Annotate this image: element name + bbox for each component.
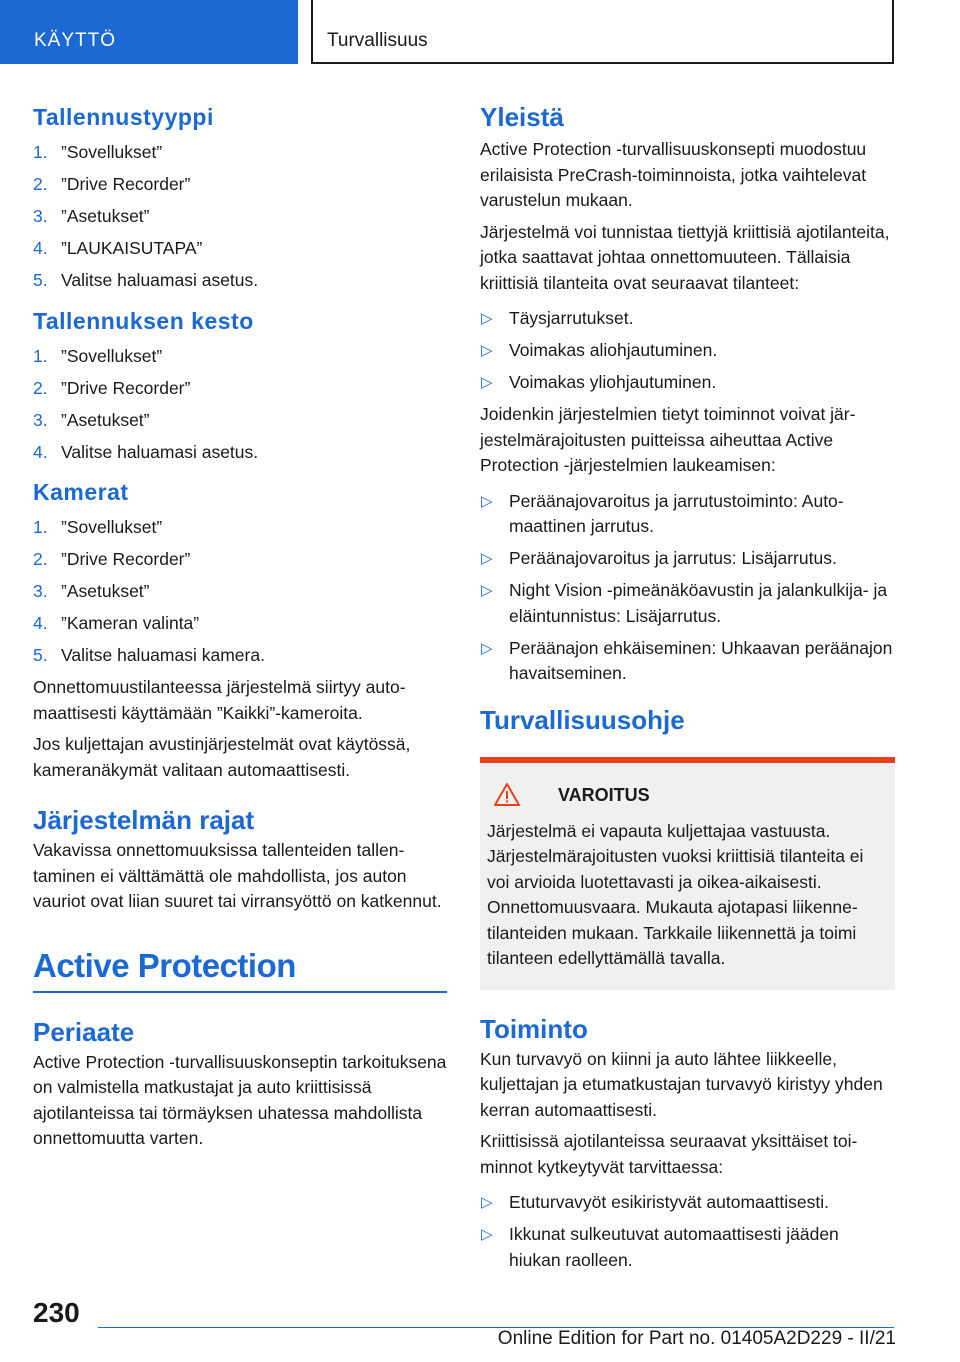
steps-tallennustyyppi — [33, 140, 447, 294]
list-item: 1. ”Sovellukset” — [33, 517, 163, 537]
page-number: 230 — [33, 1297, 80, 1328]
list-item: 4. Valitse haluamasi asetus. — [33, 441, 259, 462]
header-chapter-label: Turvallisuus — [327, 30, 428, 51]
list-item: 5. Valitse haluamasi kamera. — [33, 645, 265, 665]
bullet-triangle-icon: ▷ — [481, 1194, 493, 1211]
list-item: ▷ Täysjarrutukset. — [480, 306, 895, 332]
list-item: 3. ”Asetukset” — [33, 581, 150, 601]
paragraph: Kriittisissä ajotilanteissa seuraavat yksittäiset toiminnot kytkeytyvät tarvittaessa: — [480, 1131, 858, 1177]
warning-box — [480, 757, 895, 990]
chapter-title: Active Protection — [33, 946, 296, 984]
bullet-triangle-icon: ▷ — [481, 310, 493, 327]
heading-kamerat: Kamerat — [33, 479, 129, 505]
list-item: ▷ Peräänajovaroitus ja jarrutus: Lisäjarrutus. — [480, 546, 895, 572]
steps-kesto — [33, 344, 447, 466]
paragraph: Järjestelmä voi tunnistaa tiettyjä kriittisiä ajotilanteita, jotka saattavat johtaa onnettomuuteen. Tällaisia kriittisiä tilanteita ovat seuraavat tilanteet: — [480, 221, 890, 293]
paragraph: Vakavissa onnettomuuksissa tallenteiden tallentaminen ei välttämättä ole mahdollista, jos auton vauriot ovat liian suuret tai virransyöttö on katkennut. — [33, 840, 442, 911]
paragraph: Active Protection -turvallisuuskonsepti muodostuu erilaisista PreCrash-toiminnoista, jotka vaihtelevat varustelun mukaan. — [480, 139, 867, 210]
list-item: 2. ”Drive Recorder” — [33, 549, 191, 569]
list-item: 4. ”LAUKAISUTAPA” — [33, 238, 203, 258]
list-item: 2. ”Drive Recorder” — [33, 174, 191, 194]
list-item: ▷ Peräänajovaroitus ja jarrutustoiminto: Automaattinen jarrutus. — [481, 490, 844, 536]
right-column — [480, 100, 895, 1280]
list-item: 4. ”Kameran valinta” — [33, 613, 200, 633]
bullet-triangle-icon: ▷ — [481, 550, 493, 567]
bullet-triangle-icon: ▷ — [481, 639, 493, 657]
bullet-triangle-icon: ▷ — [481, 492, 493, 510]
paragraph: Kun turvavyö on kiinni ja auto lähtee liikkeelle, kuljettajan ja etumatkustajan turvavyö kiristyy yhden kerran automaattisesti. — [480, 1048, 883, 1120]
list-triggering-functions — [480, 489, 895, 687]
heading-turvallisuusohje: Turvallisuusohje — [480, 704, 685, 735]
list-item: ▷ Voimakas aliohjautuminen. — [480, 338, 895, 364]
heading-jarjestelman-rajat: Järjestelmän rajat — [33, 805, 255, 835]
list-item: ▷ Etuturvavyöt esikiristyvät automaattisesti. — [480, 1190, 895, 1216]
list-item: 3. ”Asetukset” — [33, 206, 150, 226]
paragraph: Onnettomuustilanteessa järjestelmä siirtyy automaattisesti käyttämään ”Kaikki”-kameroita. — [33, 677, 406, 723]
list-functions — [480, 1190, 895, 1273]
list-item: 5. Valitse haluamasi asetus. — [33, 270, 259, 290]
header-section-tab — [0, 0, 298, 64]
heading-yleista: Yleistä — [480, 102, 564, 132]
list-item: ▷ Ikkunat sulkeutuvat automaattisesti jääden hiukan raolleen. — [481, 1224, 839, 1270]
list-item: ▷ Voimakas yliohjautuminen. — [480, 370, 895, 396]
paragraph: Active Protection -turvallisuuskonseptin tarkoituksena on valmistella matkustajat ja auto kriittisissä ajotilanteissa tai törmäyksen uhatessa mahdollista onnettomuutta varten. — [33, 1051, 447, 1148]
list-item: ▷ Night Vision -pimeänäköavustin ja jalankulkija- ja eläintunnistus: Lisäjarrutus. — [481, 580, 888, 626]
heading-toiminto: Toiminto — [480, 1013, 588, 1044]
footer-edition-text: Online Edition for Part no. 01405A2D229 - II/21 — [497, 1328, 896, 1349]
heading-tallennustyyppi: Tallennustyyppi — [33, 104, 214, 130]
list-item: 2. ”Drive Recorder” — [33, 377, 191, 398]
warning-text: Järjestelmä ei vapauta kuljettajaa vastuusta. Järjestelmärajoitusten vuoksi kriittisiä tilanteita ei voi arvioida luotettavasti ja oikea-aikaisesti. Onnettomuusvaara. Mukauta ajotapasi liikennetilanteiden mukaan. Tarkkaile liikennettä ja toimi tilanteen edellyttämällä tavalla. — [487, 820, 864, 968]
bullet-triangle-icon: ▷ — [481, 342, 493, 359]
header-chapter-tab — [311, 0, 894, 64]
warning-label: VAROITUS — [558, 784, 650, 805]
list-critical-situations — [480, 306, 895, 396]
bullet-triangle-icon: ▷ — [481, 582, 493, 599]
header-section-label: KÄYTTÖ — [34, 30, 117, 51]
heading-tallennuksen-kesto: Tallennuksen kesto — [33, 307, 254, 334]
chapter-divider — [33, 991, 447, 993]
left-column — [33, 100, 447, 1152]
list-item: ▷ Peräänajon ehkäiseminen: Uhkaavan peräänajon havaitseminen. — [481, 637, 893, 683]
heading-periaate: Periaate — [33, 1016, 135, 1047]
list-item: 3. ”Asetukset” — [33, 409, 150, 430]
bullet-triangle-icon: ▷ — [481, 374, 493, 391]
bullet-triangle-icon: ▷ — [481, 1226, 493, 1243]
paragraph: Joidenkin järjestelmien tietyt toiminnot voivat järjestelmärajoitusten puitteissa aiheuttaa Active Protection -järjestelmien laukeamisen: — [480, 404, 856, 475]
list-item: 1. ”Sovellukset” — [33, 142, 163, 162]
warning-triangle-icon — [494, 783, 520, 806]
paragraph: Jos kuljettajan avustinjärjestelmät ovat käytössä, kameranäkymät valitaan automaattisesti. — [33, 734, 411, 780]
list-item: 1. ”Sovellukset” — [33, 345, 163, 366]
warning-header — [480, 763, 895, 819]
steps-kamerat — [33, 515, 447, 669]
